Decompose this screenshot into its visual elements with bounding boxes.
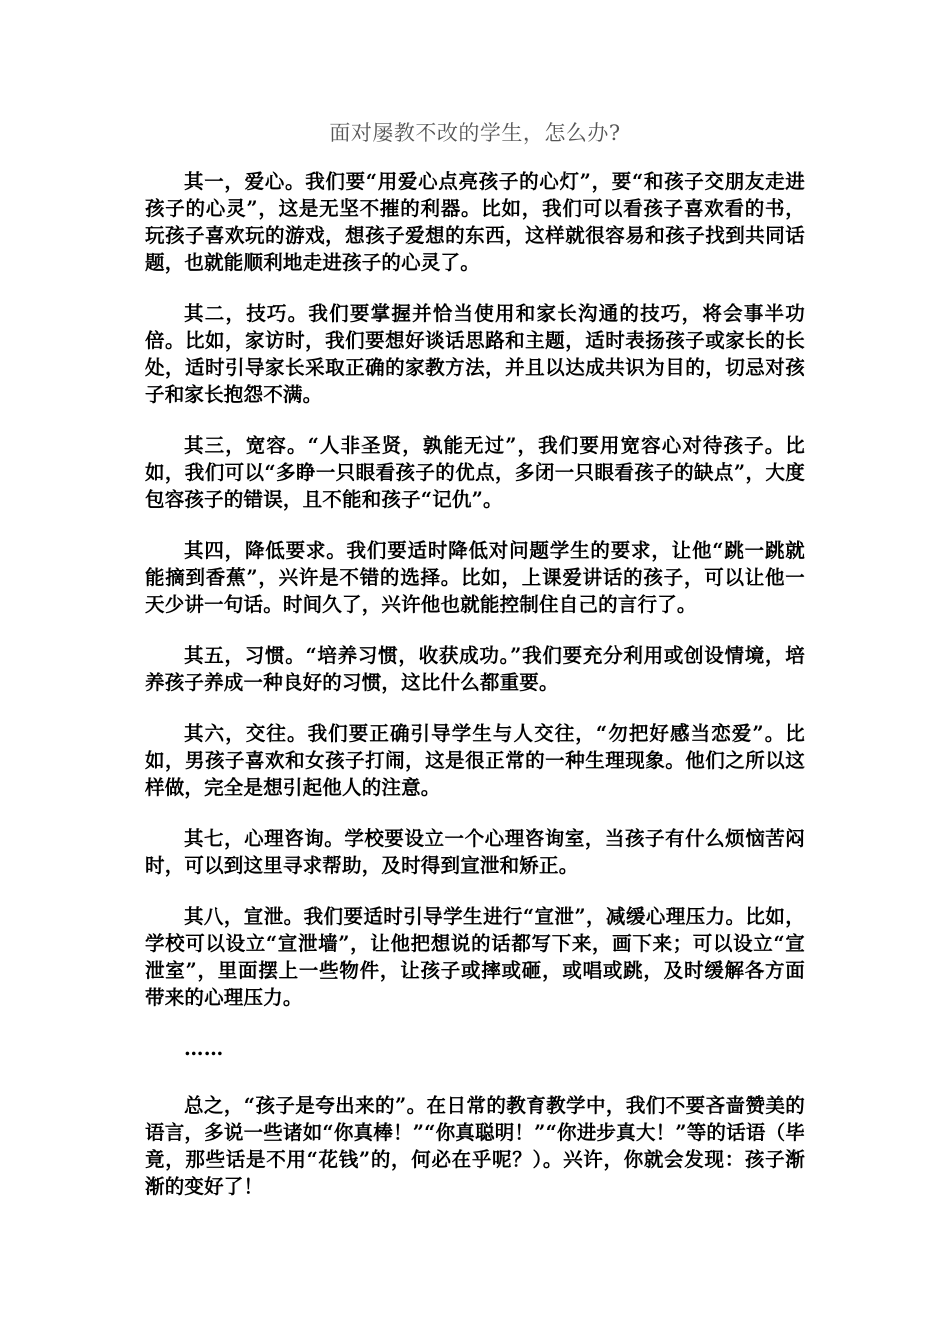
document-title: 面对屡教不改的学生，怎么办?	[329, 121, 621, 145]
paragraph-love: 其一，爱心。我们要“用爱心点亮孩子的心灯”，要“和孩子交朋友走进孩子的心灵”，这是无坚不摧的利器。比如，我们可以看孩子喜欢看的书，玩孩子喜欢玩的游戏，想孩子爱想的东西，这样就很容易和孩子找到共同话题，也就能顺利地走进孩子的心灵了。	[145, 170, 805, 274]
paragraph-lower-requirements: 其四，降低要求。我们要适时降低对问题学生的要求，让他“跳一跳就能摘到香蕉”，兴许是不错的选择。比如，上课爱讲话的孩子，可以让他一天少讲一句话。时间久了，兴许他也就能控制住自己的言行了。	[145, 539, 805, 616]
paragraph-skills: 其二，技巧。我们要掌握并恰当使用和家长沟通的技巧，将会事半功倍。比如，家访时，我们要想好谈话思路和主题，适时表扬孩子或家长的长处，适时引导家长采取正确的家教方法，并且以达成共识为目的，切忌对孩子和家长抱怨不满。	[145, 302, 805, 406]
paragraph-habits: 其五，习惯。“培养习惯，收获成功。”我们要充分利用或创设情境，培养孩子养成一种良好的习惯，这比什么都重要。	[145, 644, 805, 694]
paragraph-interaction: 其六，交往。我们要正确引导学生与人交往，“勿把好感当恋爱”。比如，男孩子喜欢和女孩子打闹，这是很正常的一种生理现象。他们之所以这样做，完全是想引起他人的注意。	[145, 722, 805, 799]
paragraph-tolerance: 其三，宽容。“人非圣贤，孰能无过”，我们要用宽容心对待孩子。比如，我们可以“多睁一只眼看孩子的优点，多闭一只眼看孩子的缺点”，大度包容孩子的错误，且不能和孩子“记仇”。	[145, 434, 805, 511]
paragraph-ellipsis: ……	[184, 1037, 224, 1060]
paragraph-conclusion: 总之，“孩子是夸出来的”。在日常的教育教学中，我们不要吝啬赞美的语言，多说一些诸如“你真棒！”“你真聪明！”“你进步真大！”等的话语（毕竟，那些话是不用“花钱”的，何必在乎呢？）。兴许，你就会发现：孩子渐渐的变好了！	[145, 1094, 805, 1198]
paragraph-venting: 其八，宣泄。我们要适时引导学生进行“宣泄”，减缓心理压力。比如，学校可以设立“宣泄墙”，让他把想说的话都写下来，画下来；可以设立“宣泄室”，里面摆上一些物件，让孩子或摔或砸，或唱或跳，及时缓解各方面带来的心理压力。	[145, 905, 805, 1009]
paragraph-counseling: 其七，心理咨询。学校要设立一个心理咨询室，当孩子有什么烦恼苦闷时，可以到这里寻求帮助，及时得到宣泄和矫正。	[145, 827, 805, 877]
document-page	[145, 118, 805, 1224]
